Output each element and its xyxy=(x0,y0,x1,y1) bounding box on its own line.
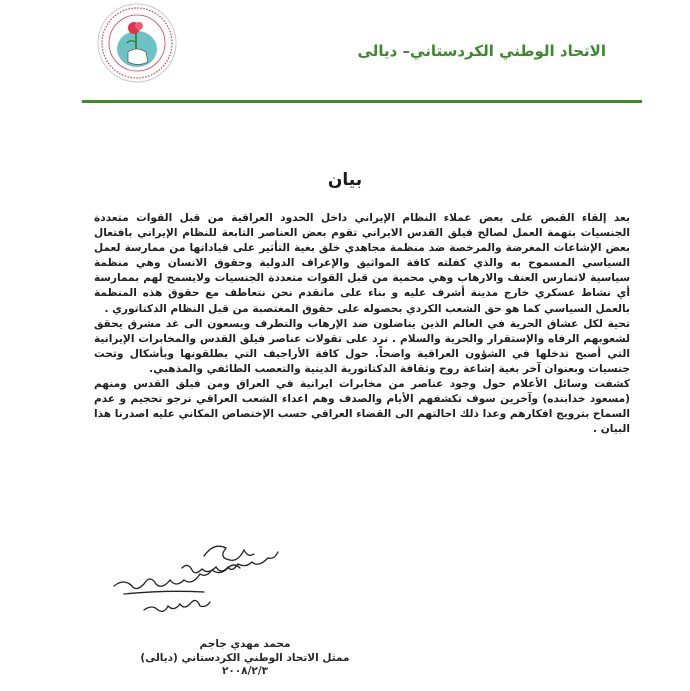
party-logo xyxy=(92,2,182,84)
signature-date: ٢٠٠٨/٢/٣ xyxy=(221,665,269,677)
signatory-name: محمد مهدي جاجم xyxy=(199,638,291,650)
signatory-position: ممثل الاتحاد الوطني الكردستاني (ديالى) xyxy=(140,651,350,664)
handwritten-signature xyxy=(84,528,334,620)
signature-block xyxy=(130,638,360,679)
body-paragraph: تحية لكل عشاق الحرية في العالم الذين يناضلون ضد الإرهاب والتطرف ويسعون الى غد مشرق يحقق لشعوبهم الرفاه والإستقرار والحرية والسلام . نرد على تقولات عناصر فيلق القدس والمخابرات الإيرانية التي أصبح تدخلها في الشؤون العراقية واضحاً. حول كافة الأراجيف التي يطلقونها وبأشكال وتحت جنسيات وبعنوان آخر بغية إشاعة روح وثقافة الدكتاتورية الدينية والتعصب الطائفي والمذهبي. xyxy=(94,317,630,375)
organization-name: الاتحاد الوطني الكردستاني– ديالى xyxy=(357,42,606,60)
body-paragraph: كشفت وسائل الأعلام حول وجود عناصر من مخابرات ايرانية في العراق ومن فيلق القدس ومنهم (مسعود خدابنده) وآخرين سوف تكشفهم الأيام والصدف وهم اعداء الشعب العراقي نرجو تحجيم و عدم السماح بترويج افكارهم وعدا ذلك احالتهم الى القضاء العراقي حسب الإختصاص المكاني عليه اصدرنا هذا البيان . xyxy=(94,378,630,436)
header-divider xyxy=(82,100,642,103)
body-paragraph: بعد إلقاء القبض على بعض عملاء النظام الإيراني داخل الحدود العراقية من قبل القوات متعددة الجنسيات بتهمة العمل لصالح فيلق القدس الايراني تقوم بعض العناصر التابعة للنظام الإيراني بافتعال بعض الإشاعات المغرضة والمرخصة ضد منظمة مجاهدي خلق بغية التأثير على قياداتها من ممارسة لعمل السياسي المسموح به والذي كفلته كافة المواثيق والإعراف الدولية وحقوق الانسان وهي منظمة سياسية لاتمارس العنف والارهاب وهي محمية من قبل القوات متعددة الجنسيات ولايسمح لهم بممارسة أي نشاط عسكري خارج مدينة أشرف عليه و بناء على ماتقدم نحن نتعاطف مع حقوق هذه المنظمة بالعمل السياسي كما هو حق الشعب الكردي بحصوله على حقوق المغتصبة من قبل النظام الدكتاتوري . xyxy=(94,212,630,315)
statement-title: بيان xyxy=(327,170,363,190)
statement-body xyxy=(94,211,630,437)
